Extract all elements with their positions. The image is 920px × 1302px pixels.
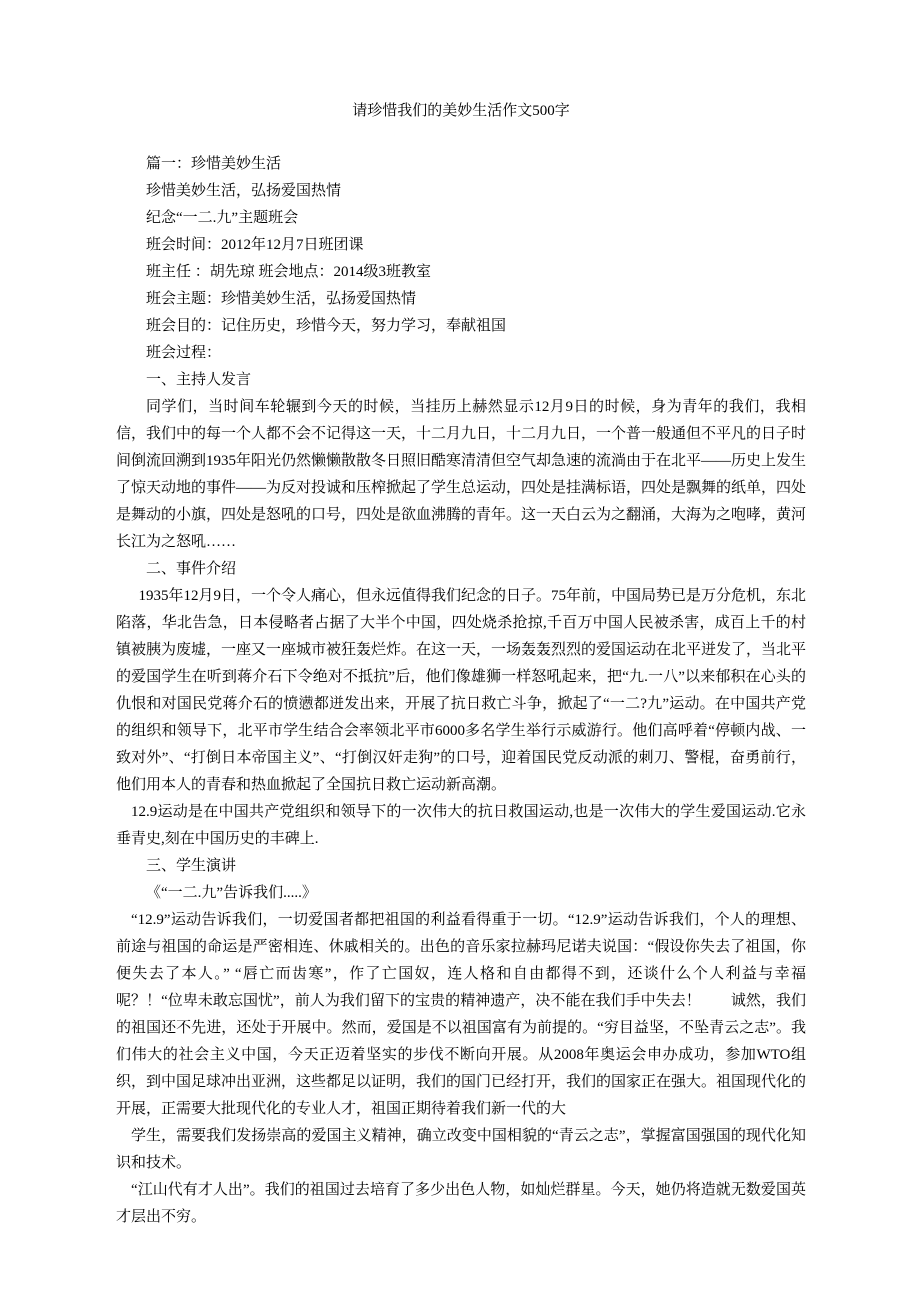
paragraph-speech-cont: 学生，需要我们发扬崇高的爱国主义精神，确立改变中国相貌的“青云之志”，掌握富国强国的现代化知识和技术。: [116, 1128, 806, 1171]
paragraph-movement-summary: 12.9运动是在中国共产党组织和领导下的一次伟大的抗日救国运动,也是一次伟大的学生爱国运动.它永垂青史,刻在中国历史的丰碑上.: [116, 804, 806, 847]
section-heading-two: 二、事件介绍: [146, 561, 237, 577]
paragraph-part-one-heading: 篇一：珍惜美妙生活: [146, 156, 282, 172]
paragraph-student-speech: “12.9”运动告诉我们，一切爱国者都把祖国的利益看得重于一切。“12.9”运动告诉我们，个人的理想、前途与祖国的命运是严密相连、休戚相关的。出色的音乐家拉赫玛尼诺夫说国：“假设你失去了祖国，你便失去了本人。” “唇亡而齿寒”，作了亡国奴，连人格和自由都得不到，还谈什么个人利益与幸福呢？！“位卑未敢忘国忧”，前人为我们留下的宝贵的精神遗产，决不能在我们手中失去！ 诚然，我们的祖国还不先进，还处于开展中。然而，爱国是不以祖国富有为前提的。“穷目益坚，不坠青云之志”。我们伟大的社会主义中国，今天正迈着坚实的步伐不断向开展。从2008年奥运会申办成功，参加WTO组织，到中国足球冲出亚洲，这些都足以证明，我们的国门已经打开，我们的国家正在强大。祖国现代化的开展，正需要大批现代化的专业人才，祖国正期待着我们新一代的大: [116, 912, 807, 1117]
paragraph-event-intro: 1935年12月9日，一个令人痛心，但永远值得我们纪念的日子。75年前，中国局势已是万分危机，东北陷落，华北告急，日本侵略者占据了大半个中国，四处烧杀抢掠,千百万中国人民被杀害，成百上千的村镇被胰为废墟，一座又一座城市被狂轰烂炸。在这一天，一场轰轰烈烈的爱国运动在北平迸发了，当北平的爱国学生在听到蒋介石下令绝对不抵抗”后，他们像雄狮一样怒吼起来，把“九.一八”以来郁积在心头的仇恨和对国民党蒋介石的愤懑都迸发出来，开展了抗日救亡斗争，掀起了“一二?九”运动。在中国共产党的组织和领导下，北平市学生结合会率领北平市6000多名学生举行示威游行。他们高呼着“停顿内战、一致对外”、“打倒日本帝国主义”、“打倒汉奸走狗”的口号，迎着国民党反动派的刺刀、警棍，奋勇前行，他们用本人的青春和热血掀起了全国抗日救亡运动新高潮。: [116, 588, 807, 793]
paragraph-meeting-process: 班会过程：: [146, 345, 222, 361]
section-heading-one: 一、主持人发言: [146, 372, 252, 388]
paragraph-host-speech: 同学们，当时间车轮辗到今天的时候，当挂历上赫然显示12月9日的时候，身为青年的我们，我相信，我们中的每一个人都不会不记得这一天，十二月九日，十二月九日，一个普一般通但不平凡的日子时间倒流回溯到1935年阳光仍然懒懒散散冬日照旧酷寒清清但空气却急速的流淌由于在北平——历史上发生了惊天动地的事件——为反对投诚和压榨掀起了学生总运动，四处是挂满标语，四处是飘舞的纸单，四处是舞动的小旗，四处是怒吼的口号，四处是欲血沸腾的青年。这一天白云为之翻涌，大海为之咆哮，黄河长江为之怒吼……: [116, 399, 807, 550]
paragraph-subtitle: 珍惜美妙生活，弘扬爱国热情: [146, 183, 342, 199]
document-title: 请珍惜我们的美妙生活作文500字: [352, 103, 570, 119]
paragraph-theme-line: 纪念“一二.九”主题班会: [146, 210, 299, 226]
paragraph-closing: “江山代有才人出”。我们的祖国过去培育了多少出色人物，如灿烂群星。今天，她仍将造就无数爱国英才层出不穷。: [116, 1182, 806, 1225]
section-heading-three: 三、学生演讲: [146, 858, 237, 874]
paragraph-meeting-topic: 班会主题：珍惜美妙生活，弘扬爱国热情: [146, 291, 417, 307]
paragraph-meeting-purpose: 班会目的：记住历史，珍惜今天，努力学习，奉献祖国: [146, 318, 507, 334]
paragraph-meeting-time: 班会时间：2012年12月7日班团课: [146, 237, 364, 253]
paragraph-speech-title: 《“一二.九”告诉我们.....》: [146, 885, 317, 901]
paragraph-teacher-location: 班主任 ：胡先琼 班会地点：2014级3班教室: [146, 264, 432, 280]
